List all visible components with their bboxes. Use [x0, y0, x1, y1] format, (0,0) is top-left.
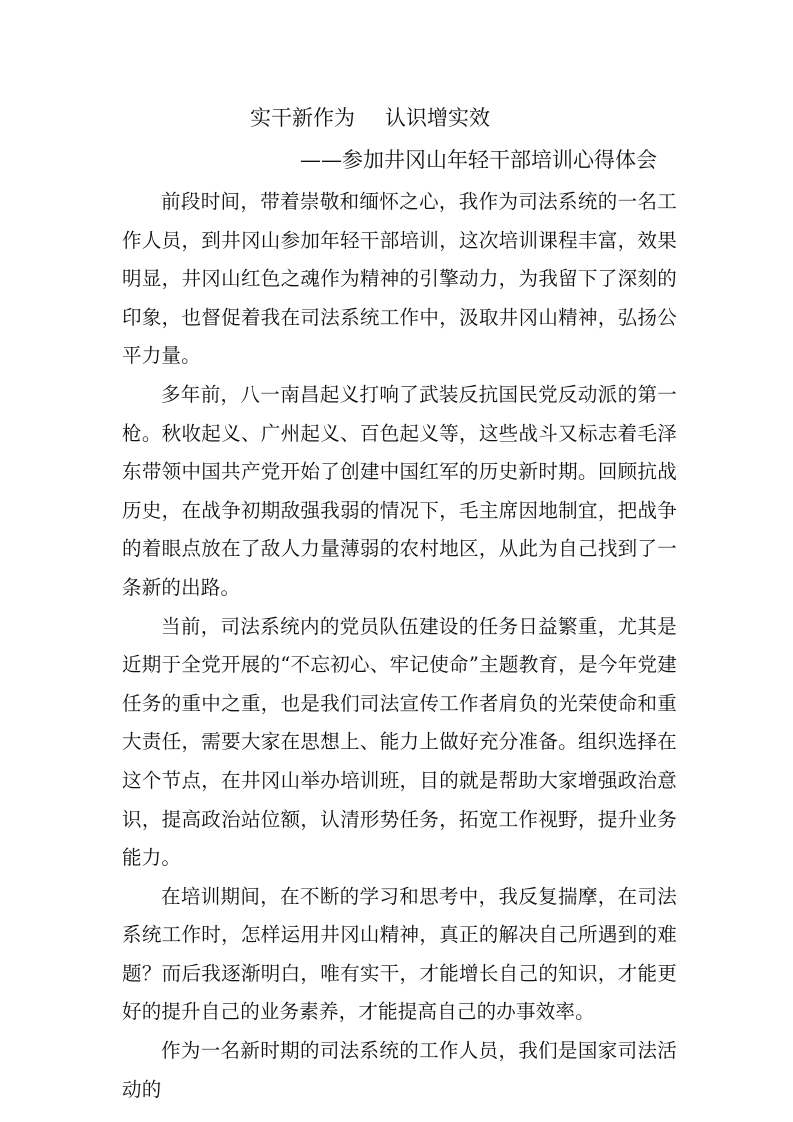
paragraph-5: 作为一名新时期的司法系统的工作人员，我们是国家司法活动的	[122, 1039, 677, 1101]
document-subtitle: ——参加井冈山年轻干部培训心得体会	[300, 148, 657, 172]
title-part-2: 认识增实效	[385, 106, 490, 130]
document-body	[122, 183, 677, 1109]
title-part-1: 实干新作为	[250, 106, 355, 130]
paragraph-4: 在培训期间，在不断的学习和思考中，我反复揣摩，在司法系统工作时，怎样运用井冈山精神，真正的解决自己所遇到的难题？而后我逐渐明白，唯有实干，才能增长自己的知识，才能更好的提升自己的业务素养，才能提高自己的办事效率。	[122, 884, 677, 1024]
document-title	[250, 104, 490, 132]
paragraph-2: 多年前，八一南昌起义打响了武装反抗国民党反动派的第一枪。秋收起义、广州起义、百色起义等，这些战斗又标志着毛泽东带领中国共产党开始了创建中国红军的历史新时期。回顾抗战历史，在战争初期敌强我弱的情况下，毛主席因地制宜，把战争的着眼点放在了敌人力量薄弱的农村地区，从此为自己找到了一条新的出路。	[122, 382, 677, 599]
paragraph-3: 当前，司法系统内的党员队伍建设的任务日益繁重，尤其是近期于全党开展的“不忘初心、牢记使命”主题教育，是今年党建任务的重中之重，也是我们司法宣传工作者肩负的光荣使命和重大责任，需要大家在思想上、能力上做好充分准备。组织选择在这个节点，在井冈山举办培训班，目的就是帮助大家增强政治意识，提高政治站位额，认清形势任务，拓宽工作视野，提升业务能力。	[122, 614, 677, 870]
paragraph-1: 前段时间，带着崇敬和缅怀之心，我作为司法系统的一名工作人员，到井冈山参加年轻干部培训，这次培训课程丰富，效果明显，井冈山红色之魂作为精神的引擎动力，为我留下了深刻的印象，也督促着我在司法系统工作中，汲取井冈山精神，弘扬公平力量。	[122, 190, 677, 368]
